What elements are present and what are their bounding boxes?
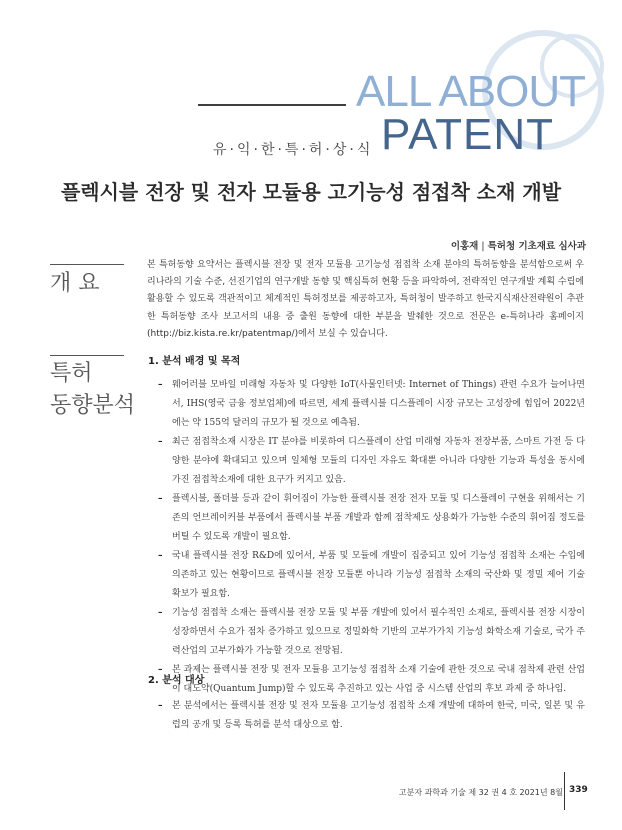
bullet-item: – 기능성 점접착 소재는 플렉시블 전장 모듈 및 부품 개발에 있어서 필수적인 소재로, 플렉시블 전장 시장이 성장하면서 수요가 점차 증가하고 있으므로 정밀화학 기반의 고부가가치 기능성 화학소재 기술로, 국가 주력산업의 고부가화가 가능할 것으로 전망됨.: [148, 604, 585, 661]
bullet-list-2: [148, 697, 585, 735]
author-line: [451, 238, 586, 252]
bullet-item: – 웨어러블 모바일 미래형 자동차 및 다양한 IoT(사물인터넷: Internet of Things) 관련 수요가 늘어나면서, IHS(영국 금융 정보업체)에 따르면, 세계 플렉시블 디스플레이 시장 규모는 고성장에 힘입어 2022년에는 약 155억 달러의 규모가 될 것으로 예측됨.: [148, 376, 585, 433]
analysis-rule: [50, 355, 124, 356]
article-title: 플렉시블 전장 및 전자 모듈용 고기능성 점접착 소재 개발: [60, 180, 562, 204]
author-role: 특허청 기초재료 심사과: [487, 241, 586, 252]
footer-publication: 고분자 과학과 기술 제 32 권 4 호 2021년 8월: [398, 788, 563, 797]
bullet-item: – 최근 점접착소재 시장은 IT 분야를 비롯하여 디스플레이 산업 미래형 자동차 전장부품, 스마트 가전 등 다양한 분야에 확대되고 있으며 일체형 모듈의 디자인 자유도 확대뿐 아니라 다양한 기능과 특성을 동시에 가진 점접착소재에 대한 요구가 커지고 있음.: [148, 433, 585, 490]
header-rule: [198, 104, 346, 106]
overview-text: 본 특허동향 요약서는 플렉시블 전장 및 전자 모듈용 고기능성 점접착 소재 분야의 특허동향을 분석함으로써 우리나라의 기술 수준, 선진기업의 연구개발 동향 및 핵심특허 현황 등을 파악하여, 전략적인 연구개발 계획 수립에 활용할 수 있도록 객관적이고 체계적인 특허정보를 제공하고자, 특허청이 발주하고 한국지식재산전략원이 추관한 특허동향 조사 보고서의 내용 중 출원 동향에 대한 부분을 발췌한 것으로 전문은 e-특허나라 홈페이지(http://biz.kista.re.kr/patentmap/)에서 보실 수 있습니다.: [147, 260, 585, 339]
footer-divider: [564, 772, 565, 810]
subsection-2-title: 2. 분석 대상: [148, 675, 205, 686]
bullet-item: – 플렉시블, 폴더블 등과 같이 휘어짐이 가능한 플렉시블 전장 전자 모듈 및 디스플레이 구현을 위해서는 기존의 언브레이커블 부품에서 플렉시블 부품 개발과 함께 점착제도 상용화가 가능한 수준의 휘어짐 정도를 버틸 수 있도록 개발이 필요함.: [148, 490, 585, 547]
header-subtitle: 유·익·한·특·허·상·식: [213, 142, 374, 158]
overview-rule: [50, 264, 124, 265]
bullet-list-1: [148, 376, 585, 699]
analysis-heading: 특허 동향분석: [50, 361, 136, 418]
author-separator: |: [481, 241, 485, 252]
overview-heading: 개 요: [50, 271, 100, 296]
header-all-about: ALL ABOUT: [356, 67, 586, 116]
header-patent: PATENT: [381, 110, 555, 159]
subsection-1-title: 1. 분석 배경 및 목적: [148, 356, 241, 367]
bullet-item: – 국내 플렉시블 전장 R&D에 있어서, 부품 및 모듈에 개발이 집중되고 있어 기능성 점접착 소재는 수입에 의존하고 있는 현황이므로 플렉시블 전장 모듈뿐 아니라 기능성 점접착 소재의 국산화 및 정밀 제어 기술 확보가 필요함.: [148, 547, 585, 604]
author-name: 이홍재: [450, 241, 479, 252]
bullet-item: – 본 과제는 플렉시블 전장 및 전자 모듈용 고기능성 점접착 소재 기술에 관한 것으로 국내 점착제 관련 산업이 대도약(Quantum Jump)할 수 있도록 추진하고 있는 사업 중 시스템 산업의 후보 과제 중 하나임.: [148, 661, 585, 699]
page-number: 339: [569, 785, 588, 795]
bullet-item: – 본 분석에서는 플렉시블 전장 및 전자 모듈용 고기능성 점접착 소재 개발에 대하여 한국, 미국, 일본 및 유럽의 공개 및 등록 특허를 분석 대상으로 함.: [148, 697, 585, 735]
